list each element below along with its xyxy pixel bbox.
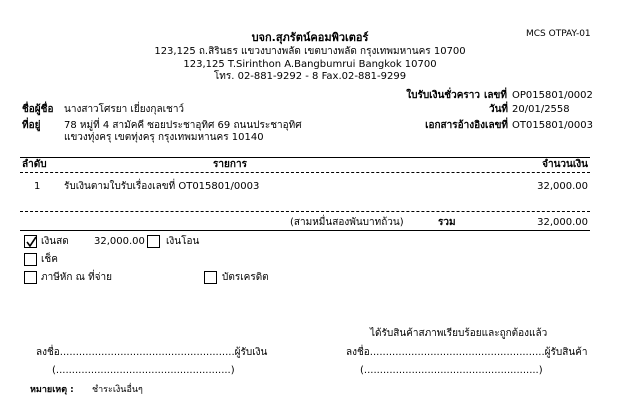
total-rule (20, 230, 590, 231)
credit-card-label: บัตรเครดิต (222, 272, 269, 283)
transfer-label: เงินโอน (166, 236, 200, 247)
number-value: OP015801/0002 (512, 90, 593, 101)
customer-name-value: นางสาวโศรยา เยี่ยงกุลเชาว์ (64, 104, 185, 115)
cheque-checkbox[interactable] (24, 253, 37, 266)
cash-amount: 32,000.00 (94, 236, 145, 247)
table-top-rule (20, 157, 590, 158)
document-title: ใบรับเงินชั่วคราว (406, 90, 480, 101)
company-name: บจก.สุภรัตน์คอมพิวเตอร์ (251, 31, 369, 44)
receiver-signature-line: ลงชื่อ.......................................................ผู้รับเงิน (36, 347, 268, 358)
customer-address-line1: 78 หมู่ที่ 4 สามัคคี ซอยประชาอุทิศ 69 ถนนประชาอุทิศ (64, 120, 302, 131)
total-label: รวม (438, 217, 456, 228)
reference-label: เอกสารอ้างอิงเลขที่ (425, 120, 508, 131)
table-header-rule (20, 172, 590, 173)
row-description: รับเงินตามใบรับเรื่องเลขที่ OT015801/0003 (64, 181, 260, 192)
company-address-th: 123,125 ถ.สิรินธร แขวงบางพลัด เขตบางพลัด กรุงเทพมหานคร 10700 (154, 46, 466, 57)
remark-value: ชำระเงินอื่นๆ (92, 385, 143, 395)
withholding-tax-label: ภาษีหัก ณ ที่จ่าย (41, 272, 113, 283)
checkmark-icon (26, 236, 37, 248)
table-bottom-rule (20, 211, 590, 212)
date-label: วันที่ (488, 104, 508, 115)
cash-checkbox[interactable] (24, 235, 37, 248)
transfer-checkbox[interactable] (147, 235, 160, 248)
cheque-label: เช็ค (41, 254, 58, 265)
number-label: เลขที่ (484, 90, 507, 101)
withholding-tax-checkbox[interactable] (24, 271, 37, 284)
header-description: รายการ (213, 159, 247, 170)
company-address-en: 123,125 T.Sirinthon A.Bangbumrui Bangkok 10700 (183, 59, 437, 70)
customer-address-label: ที่อยู่ (22, 120, 41, 131)
reference-value: OT015801/0003 (512, 120, 593, 131)
date-value: 20/01/2558 (512, 104, 570, 115)
customer-name-label: ชื่อผู้ชื่อ (22, 104, 54, 115)
receiver-name-line: (.......................................................) (52, 365, 235, 376)
row-no: 1 (34, 181, 41, 192)
total-value: 32,000.00 (537, 217, 588, 228)
credit-card-checkbox[interactable] (204, 271, 217, 284)
document-code: MCS OTPAY-01 (526, 29, 591, 39)
cash-label: เงินสด (41, 236, 69, 247)
header-amount: จำนวนเงิน (542, 159, 588, 170)
company-phone: โทร. 02-881-9292 - 8 Fax.02-881-9299 (213, 71, 407, 82)
goods-receiver-name-line: (.......................................................) (360, 365, 543, 376)
customer-address-line2: แขวงทุ่งครุ เขตทุ่งครุ กรุงเทพมหานคร 10140 (64, 132, 264, 143)
row-amount: 32,000.00 (537, 181, 588, 192)
goods-receiver-signature-line: ลงชื่อ.......................................................ผู้รับสินค้า (346, 347, 588, 358)
header-no: ลำดับ (22, 159, 47, 170)
remark-label: หมายเหตุ : (30, 385, 74, 395)
received-note: ได้รับสินค้าสภาพเรียบร้อยและถูกต้องแล้ว (370, 328, 548, 339)
total-words: (สามหมื่นสองพันบาทถ้วน) (290, 217, 404, 228)
